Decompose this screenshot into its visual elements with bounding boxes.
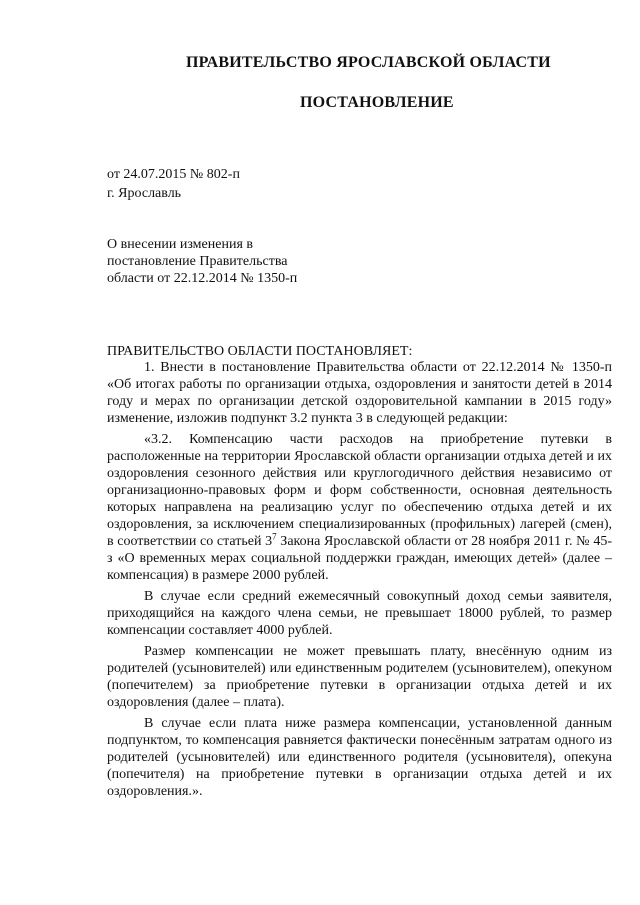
resolution-intro: ПРАВИТЕЛЬСТВО ОБЛАСТИ ПОСТАНОВЛЯЕТ: [107,344,413,359]
article-superscript: 7 [272,531,277,542]
paragraph-4: Размер компенсации не может превышать плату, внесённую одним из родителей (усыновителей) или единственным родителем (усыновителем), опекуном (попечителем) за приобретение путевки в организации отдыха детей и их оздоровления (далее – плата). [107,644,612,710]
document-subject [107,236,297,287]
document-date-number: от 24.07.2015 № 802-п [107,167,240,182]
paragraph-5: В случае если плата ниже размера компенсации, установленной данным подпунктом, то компенсация равняется фактически понесённым затратам одного из родителей (усыновителей) или единственного родителя (усыновителя), опекуна (попечителя) на приобретение путевки в организации отдыха детей и их оздоровления.». [107,716,612,799]
subject-line-3: области от 22.12.2014 № 1350-п [107,271,298,286]
document-type-title: ПОСТАНОВЛЕНИЕ [300,94,454,111]
paragraph-1: 1. Внести в постановление Правительства области от 22.12.2014 № 1350-п «Об итогах работы по организации отдыха, оздоровления и занятости детей в 2014 году и мерах по организации детской оздоровительной кампании в 2015 году» изменение, изложив подпункт 3.2 пункта 3 в следующей редакции: [107,360,612,426]
paragraph-2 [107,431,612,584]
subject-line-1: О внесении изменения в [107,237,253,252]
document-body [107,359,612,800]
paragraph-2-text-b: Закона Ярославской области от 28 ноября 2011 г. № 45-з «О временных мерах социальной поддержки граждан, имеющих детей» (далее – компенсация) в размере 2000 рублей. [107,534,612,583]
document-city: г. Ярославль [107,186,182,201]
paragraph-2-text-a: «3.2. Компенсацию части расходов на приобретение путевки в расположенные на территории Ярославской области организации отдыха детей и их оздоровления сезонного действия или круглогодичного действия независимо от организационно-правовых форм и форм собственности, основная деятельность которых направлена на реализацию услуг по обеспечению отдыха детей и их оздоровления, за исключением специализированных (профильных) лагерей (смен), в соответствии со статьей 3 [107,432,612,549]
paragraph-3: В случае если средний ежемесячный совокупный доход семьи заявителя, приходящийся на каждого члена семьи, не превышает 18000 рублей, то размер компенсации составляет 4000 рублей. [107,589,612,638]
subject-line-2: постановление Правительства [107,254,288,269]
organization-title: ПРАВИТЕЛЬСТВО ЯРОСЛАВСКОЙ ОБЛАСТИ [186,54,551,71]
